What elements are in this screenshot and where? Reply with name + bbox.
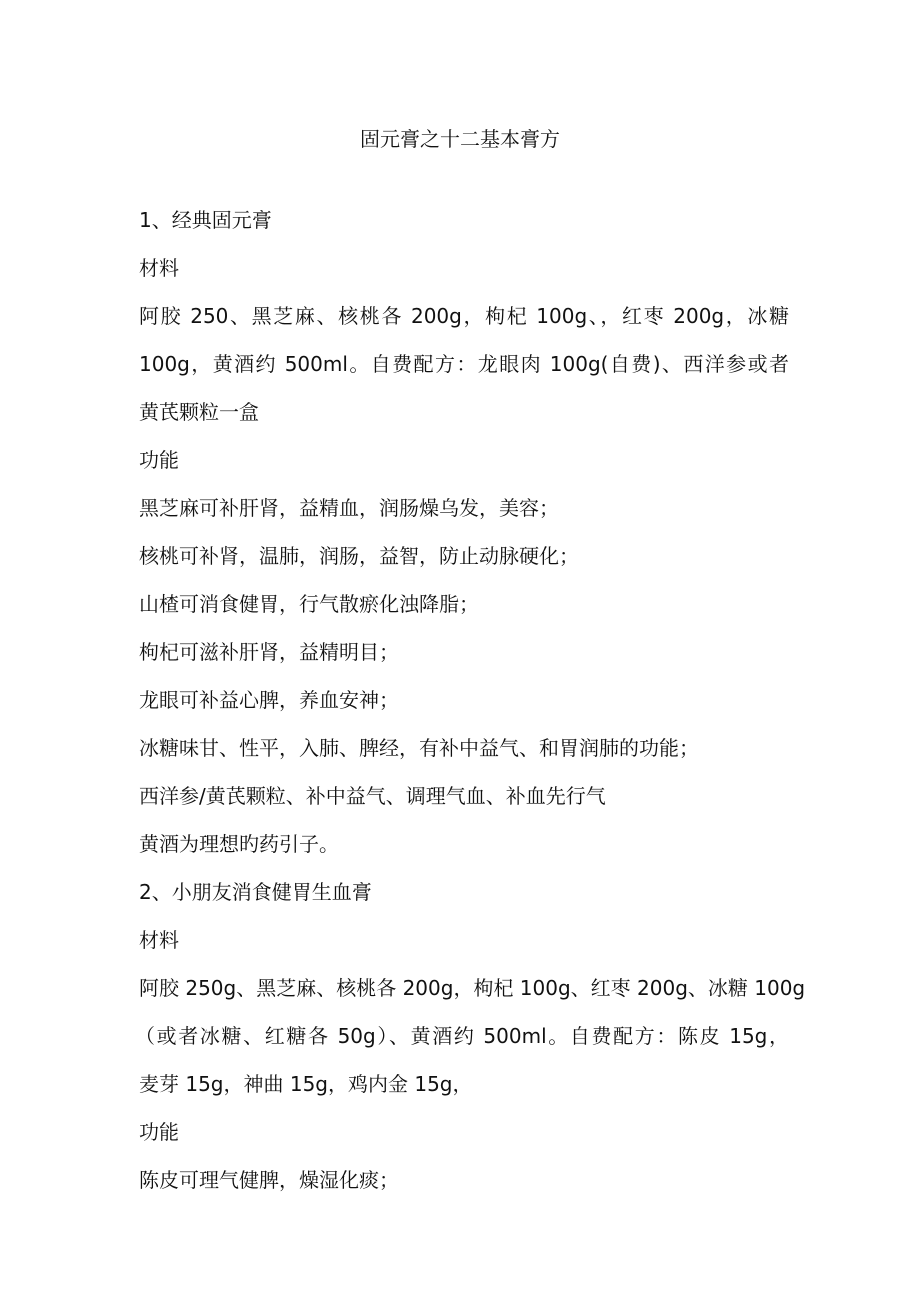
- function-label-1: 功能: [139, 448, 179, 472]
- materials-text-2-line-3: 麦芽 15g，神曲 15g，鸡内金 15g，: [139, 1072, 473, 1096]
- materials-text-1-line-1: 阿胶 250、黑芝麻、核桃各 200g，枸杞 100g、，红枣 200g，冰糖: [139, 304, 789, 328]
- materials-label-2: 材料: [139, 928, 179, 952]
- section-heading-1: 1、经典固元膏: [139, 208, 272, 232]
- section-heading-2: 2、小朋友消食健胃生血膏: [139, 880, 372, 904]
- function-item: 龙眼可补益心脾，养血安神；: [139, 688, 399, 712]
- materials-text-1-line-2: 100g，黄酒约 500ml。自费配方：龙眼肉 100g(自费)、西洋参或者: [139, 352, 789, 376]
- materials-text-2-line-2: （或者冰糖、红糖各 50g）、黄酒约 500ml。自费配方：陈皮 15g，: [135, 1024, 789, 1048]
- function-item: 山楂可消食健胃，行气散瘀化浊降脂；: [139, 592, 479, 616]
- function-item: 冰糖味甘、性平，入肺、脾经，有补中益气、和胃润肺的功能；: [139, 736, 699, 760]
- document-body: [135, 196, 806, 1204]
- function-item: 西洋参/黄芪颗粒、补中益气、调理气血、补血先行气: [139, 784, 606, 808]
- materials-label-1: 材料: [139, 256, 179, 280]
- function-label-2: 功能: [139, 1120, 179, 1144]
- materials-text-1-line-3: 黄芪颗粒一盒: [139, 400, 259, 424]
- function-item: 陈皮可理气健脾，燥湿化痰；: [139, 1168, 399, 1192]
- function-item: 黑芝麻可补肝肾，益精血，润肠燥乌发，美容；: [139, 496, 559, 520]
- document-title: 固元膏之十二基本膏方: [360, 127, 560, 151]
- function-item: 枸杞可滋补肝肾，益精明目；: [139, 640, 399, 664]
- function-item: 黄酒为理想旳药引子。: [139, 832, 339, 856]
- function-item: 核桃可补肾，温肺，润肠，益智，防止动脉硬化；: [139, 544, 579, 568]
- materials-text-2-line-1: 阿胶 250g、黑芝麻、核桃各 200g，枸杞 100g、红枣 200g、冰糖 100g: [139, 976, 806, 1000]
